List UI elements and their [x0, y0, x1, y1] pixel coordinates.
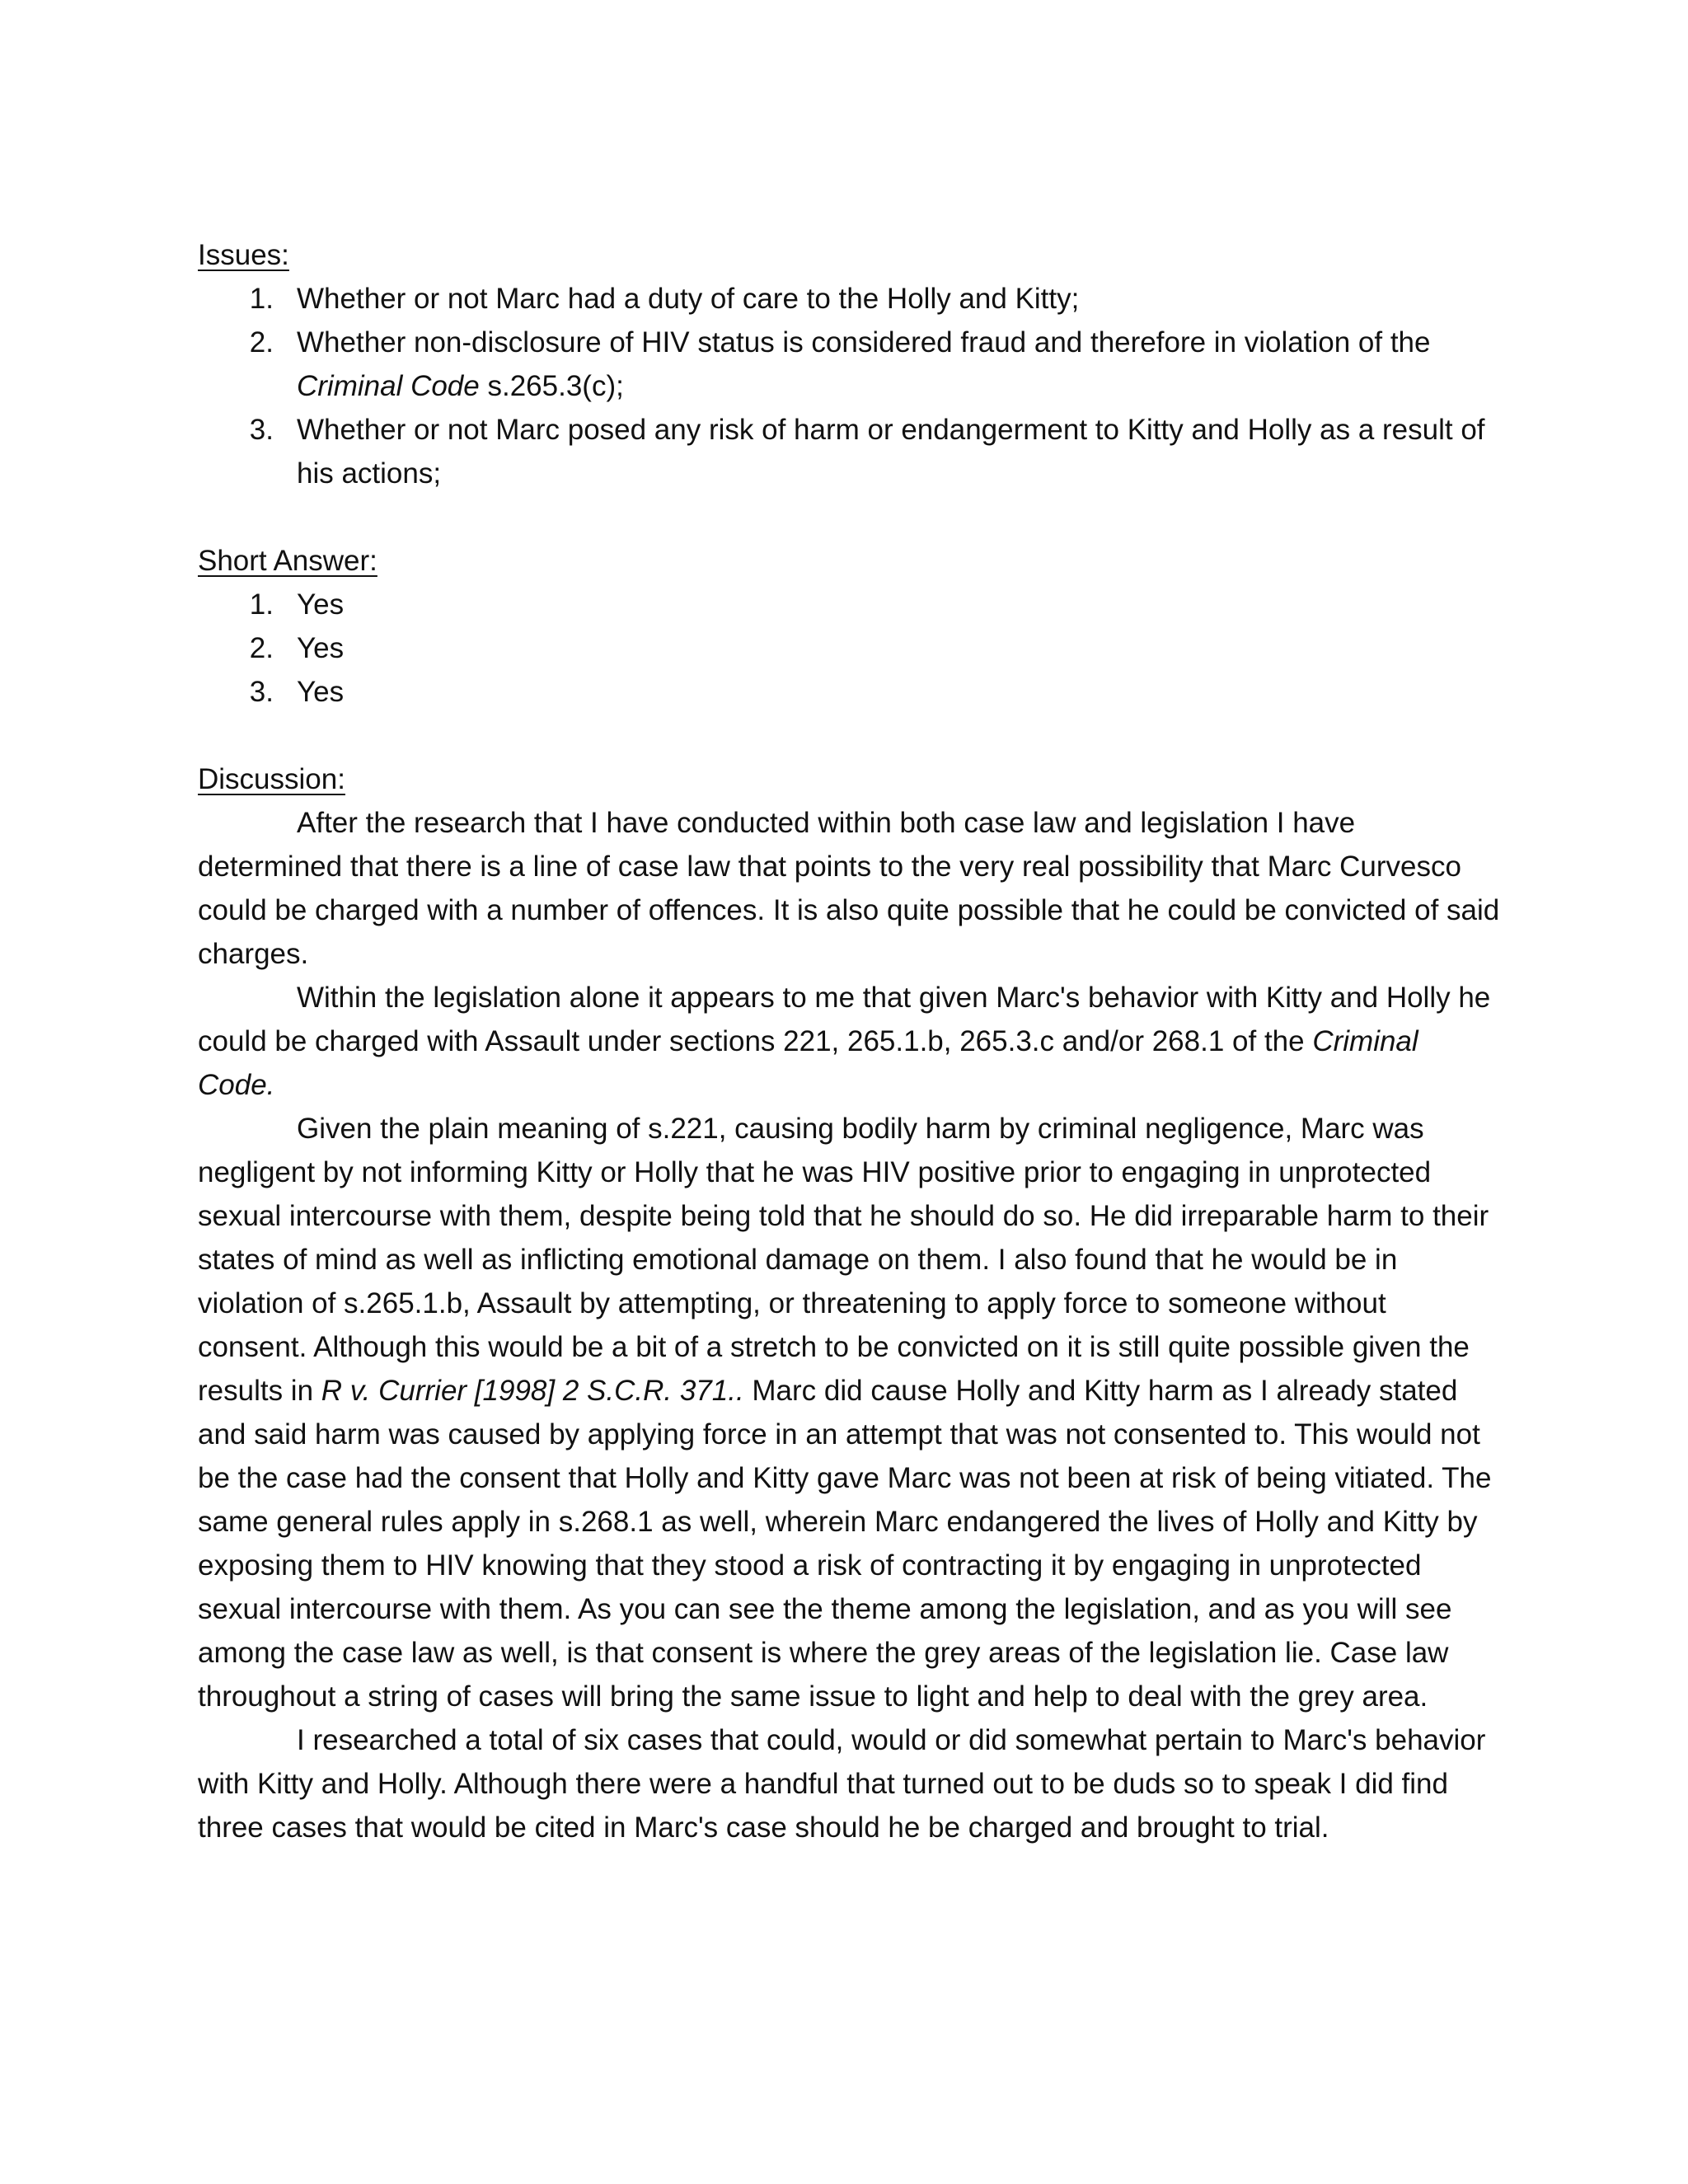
paragraph-text: Within the legislation alone it appears to me that given Marc's behavior with Kitty and Holly he could be charged with Assault under sections 221, 265.1.b, 265.3.c and/or 268.1 of the: [198, 982, 1491, 1057]
issue-text: Whether non-disclosure of HIV status is considered fraud and therefore in violation of the: [297, 326, 1431, 359]
criminal-code-citation: Criminal Code: [297, 370, 480, 402]
paragraph-text-continued: Marc did cause Holly and Kitty harm as I already stated and said harm was caused by applying force in an attempt that was not consented to. This would not be the case had the consent that Holly and Kitty gave Marc was not been at risk of being vitiated. The same general rules apply in s.268.1 as well, wherein Marc endangered the lives of Holly and Kitty by exposing them to HIV knowing that they stood a risk of contracting it by engaging in unprotected sexual intercourse with them. As you can see the theme among the legislation, and as you will see among the case law as well, is that consent is where the grey areas of the legislation lie. Case law throughout a string of cases will bring the same issue to light and help to deal with the grey area.: [198, 1375, 1492, 1713]
section-spacer: [198, 495, 1500, 539]
issue-item-2: [198, 321, 1500, 408]
discussion-paragraph-3: [198, 1107, 1500, 1718]
answer-item-3: [198, 670, 1500, 714]
issues-list: [198, 277, 1500, 495]
answer-number: 1.: [249, 588, 274, 621]
paragraph-text: Given the plain meaning of s.221, causing bodily harm by criminal negligence, Marc was negligent by not informing Kitty or Holly that he was HIV positive prior to engaging in unprotected sexual intercourse with them, despite being told that he should do so. He did irreparable harm to their states of mind as well as inflicting emotional damage on them. I also found that he would be in violation of s.265.1.b, Assault by attempting, or threatening to apply force to someone without consent. Although this would be a bit of a stretch to be convicted on it is still quite possible given the results in: [198, 1113, 1489, 1407]
criminal-code-citation: Criminal Code.: [198, 1025, 1418, 1101]
discussion-paragraph-4: I researched a total of six cases that could, would or did somewhat pertain to Marc's behavior with Kitty and Holly. Although there were a handful that turned out to be duds so to speak I did find three cases that would be cited in Marc's case should he be charged and brought to trial.: [198, 1724, 1486, 1844]
section-spacer: [198, 714, 1500, 757]
answer-text: Yes: [297, 632, 345, 664]
short-answer-section: [198, 539, 1500, 714]
issue-text-section: s.265.3(c);: [479, 370, 624, 402]
answer-number: 3.: [249, 676, 274, 708]
issues-section: [198, 233, 1500, 495]
issue-item-3: [198, 408, 1500, 495]
issue-text: Whether or not Marc posed any risk of harm or endangerment to Kitty and Holly as a result of his actions;: [297, 414, 1485, 490]
document-page: [198, 233, 1500, 1849]
answer-number: 2.: [249, 632, 274, 664]
discussion-paragraph-1: After the research that I have conducted within both case law and legislation I have determined that there is a line of case law that points to the very real possibility that Marc Curvesco could be charged with a number of offences. It is also quite possible that he could be convicted of said charges.: [198, 807, 1500, 970]
discussion-heading: Discussion:: [198, 763, 345, 795]
case-citation: R v. Currier [1998] 2 S.C.R. 371..: [321, 1375, 744, 1407]
short-answer-heading: Short Answer:: [198, 545, 377, 577]
answer-item-2: [198, 626, 1500, 670]
issue-item-1: [198, 277, 1500, 321]
issue-number: 3.: [249, 414, 274, 446]
answer-item-1: [198, 583, 1500, 626]
discussion-section: [198, 757, 1500, 1849]
answer-text: Yes: [297, 588, 345, 621]
answer-text: Yes: [297, 676, 345, 708]
issue-text: Whether or not Marc had a duty of care to the Holly and Kitty;: [297, 283, 1080, 315]
issue-number: 2.: [249, 326, 274, 359]
issues-heading: Issues:: [198, 239, 289, 271]
issue-number: 1.: [249, 283, 274, 315]
discussion-paragraph-2: [198, 976, 1500, 1107]
short-answer-list: [198, 583, 1500, 714]
